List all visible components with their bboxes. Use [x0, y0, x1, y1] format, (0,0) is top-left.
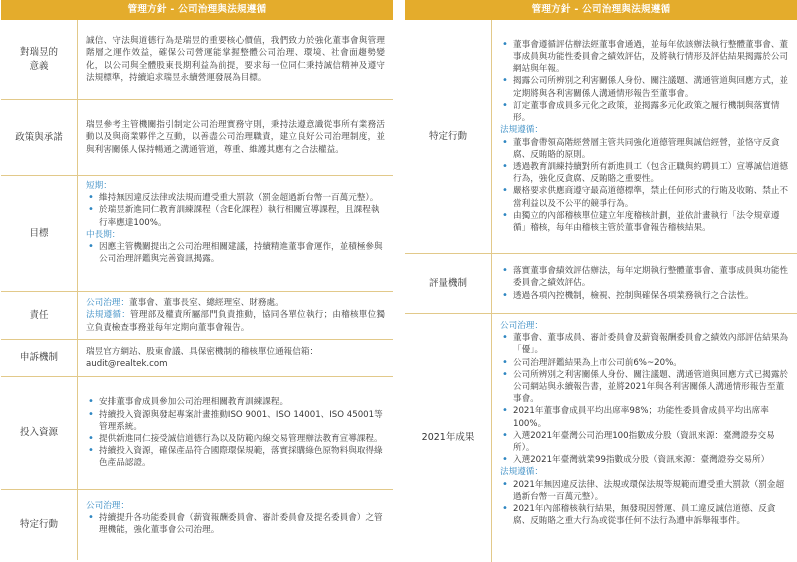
list-item: • 安排董事會成員參加公司治理相關教育訓練課程。	[99, 396, 385, 408]
left-header: 管理方針 - 公司治理與法規遵循	[1, 0, 393, 20]
row-label: 投入資源	[19, 427, 58, 438]
row-evaluation	[405, 254, 797, 314]
list-item: • 透過各項內控機制，檢視、控制與確保各項業務執行之合法性。	[513, 290, 789, 302]
row-goals	[1, 176, 393, 292]
goals-content	[77, 176, 393, 291]
row-text: 誠信、守法與道德行為是瑞昱的重要核心價值，我們致力於強化董事會與管理階層之運作效益，確保公司營運能掌握整體公司治理、環境、社會面趨勢變化，以公司與全體股東長期利益為前提，要求每一位同仁秉持誠信精神及遵守法規標準，持續追求瑞昱永續營運發展為目標。	[77, 20, 393, 99]
row-label: 評量機制	[428, 277, 467, 289]
list-item: • 公司所辨別之利害關係人身份、關注議題、溝通管道與回應方式已揭露於公司網站與永續報告書，並將2021年與各利害關係人溝通情形報告至董事會。	[513, 369, 789, 406]
mid-term-list	[86, 241, 385, 265]
list-item: • 訂定董事會成員多元化之政策，並揭露多元化政策之履行機制與落實情形。	[513, 100, 789, 124]
resources-list	[86, 396, 385, 469]
list-item: • 因應主管機關提出之公司治理相關建議，持續精進董事會運作，並積極參與公司治理評鑑與完善資訊揭露。	[99, 241, 385, 265]
list-item: • 提供新進同仁接受誠信道德行為以及防範內線交易管理辦法教育宣導課程。	[99, 433, 385, 445]
row-meaning	[1, 20, 393, 100]
row-actions	[1, 490, 393, 560]
row-resources	[1, 377, 393, 490]
list-item: • 於瑞昱新進同仁教育訓練課程（含E化課程）執行相關宣導課程，且課程執行率應達100%。	[99, 204, 385, 228]
list-item: • 入選2021年臺灣公司治理100指數成分股（資訊來源：臺灣證券交易所）。	[513, 430, 789, 454]
governance-results-list	[500, 332, 789, 466]
row-label: 申訴機制	[19, 352, 58, 363]
governance-text: 董事會、董事長室、總經理室、財務處。	[128, 298, 284, 309]
compliance-heading: 法規遵循：	[500, 125, 543, 136]
mid-term-heading: 中長期：	[86, 229, 121, 240]
row-label: 2021年成果	[421, 432, 475, 443]
row-label: 政策與承諾	[15, 131, 63, 143]
row-grievance	[1, 340, 393, 377]
list-item: • 落實董事會績效評估辦法，每年定期執行整體董事會、董事成員與功能性委員會之績效評估。	[513, 265, 789, 289]
evaluation-list	[500, 265, 789, 302]
compliance-actions-list	[500, 137, 789, 235]
list-item: • 董事會遵循評估辦法經董事會通過，並每年依該辦法執行整體董事會、董事成員與功能性委員會之績效評估，及將執行情形及評估結果揭露於公司網站與年報。	[513, 39, 789, 76]
row-label: 對瑞昱的 意義	[19, 46, 58, 72]
responsibility-content	[77, 292, 393, 339]
row-label: 特定行動	[19, 519, 58, 530]
governance-heading: 公司治理：	[500, 321, 543, 331]
list-item: • 2021年董事會成員平均出席率98%；功能性委員會成員平均出席率100%。	[513, 405, 789, 429]
list-item: • 董事會帶領高階經營層主管共同強化道德管理與誠信經營，並恪守反貪腐、反賄賂的原則。	[513, 137, 789, 161]
list-item: • 2021年內部稽核執行結果，無發現因營運、員工違反誠信道德、反貪腐、反賄賂之重大行為或從事任何不法行為遭申訴舉報事件。	[513, 503, 789, 527]
results-content	[491, 314, 797, 562]
actions-content	[491, 20, 797, 253]
row-policy	[1, 100, 393, 176]
short-term-list	[86, 192, 385, 229]
row-text: 瑞昱官方網站、股東會議、具保密機制的稽核單位通報信箱：audit@realtek.com	[77, 340, 393, 376]
governance-heading: 公司治理：	[86, 298, 129, 309]
list-item: • 入選2021年臺灣就業99指數成分股（資訊來源：臺灣證券交易所）	[513, 454, 789, 466]
list-item: • 持續投入資源與發起專案計畫推動ISO 9001、ISO 14001、ISO 45001等管理系統。	[99, 409, 385, 433]
list-item: • 維持無因違反法律或法規而遭受重大罰款（罰金超過新台幣一百萬元整）。	[99, 192, 385, 204]
resources-content	[77, 377, 393, 489]
list-item: • 2021年無因違反法律、法規或環保法規等規範而遭受重大罰款（罰金超過新台幣一百萬元整）。	[513, 479, 789, 503]
list-item: • 透過教育訓練持續對所有新進員工（包含正職與約聘員工）宣導誠信道德行為，強化反貪腐、反賄賂之重要性。	[513, 161, 789, 185]
compliance-heading: 法規遵循：	[86, 310, 130, 321]
list-item: • 公司治理評鑑結果為上市公司前6%~20%。	[513, 357, 789, 369]
row-text: 瑞昱參考主管機關指引制定公司治理實務守則，秉持法遵意識從事所有業務活動以及與商業夥伴之互動，以善盡公司治理職責，建立良好公司治理制度，並與利害關係人保持暢通之溝通管道，尊重、維護其應有之合法權益。	[77, 100, 393, 175]
row-actions-cont	[405, 20, 797, 254]
list-item: • 持續投入資源，確保產品符合國際環保規範，落實採購綠色原物料與取得綠色產品認證。	[99, 445, 385, 469]
governance-heading: 公司治理：	[86, 501, 129, 511]
actions-content	[77, 490, 393, 560]
row-results-2021	[405, 314, 797, 562]
compliance-text: 管理部及權責所屬部門負責推動，協同各單位執行；由稽核單位獨立負責檢查事務並每年定期向董事會報告。	[86, 310, 385, 333]
list-item: • 持續提升各功能委員會（薪資報酬委員會、審計委員會及提名委員會）之管理機能，強化董事會公司治理。	[99, 512, 385, 536]
compliance-heading: 法規遵循：	[500, 467, 543, 478]
short-term-heading: 短期：	[86, 181, 112, 191]
row-label: 特定行動	[428, 130, 467, 142]
list-item: • 董事會、董事成員、審計委員會及薪資報酬委員會之績效內部評估結果為「優」。	[513, 332, 789, 356]
list-item: • 由獨立的內部稽核單位建立年度稽核計劃，並依計畫執行「法令規章遵循」稽核，每年由稽核主管於董事會報告稽核結果。	[513, 210, 789, 234]
actions-list	[86, 512, 385, 536]
list-item: • 揭露公司所辨別之利害關係人身份、關注議題、溝通管道與回應方式，並定期將與各利害關係人溝通情形報告至董事會。	[513, 75, 789, 99]
row-label: 責任	[29, 309, 49, 321]
row-label: 目標	[29, 227, 49, 239]
compliance-results-list	[500, 479, 789, 528]
right-header: 管理方針 - 公司治理與法規遵循	[405, 0, 797, 20]
governance-actions-list	[500, 39, 789, 124]
list-item: • 嚴格要求供應商遵守最高道德標準，禁止任何形式的行賄及收賄、禁止不當利益以及不公平的競爭行為。	[513, 185, 789, 209]
evaluation-content	[491, 254, 797, 313]
left-panel	[1, 0, 393, 560]
right-panel	[405, 0, 797, 562]
row-responsibility	[1, 292, 393, 340]
